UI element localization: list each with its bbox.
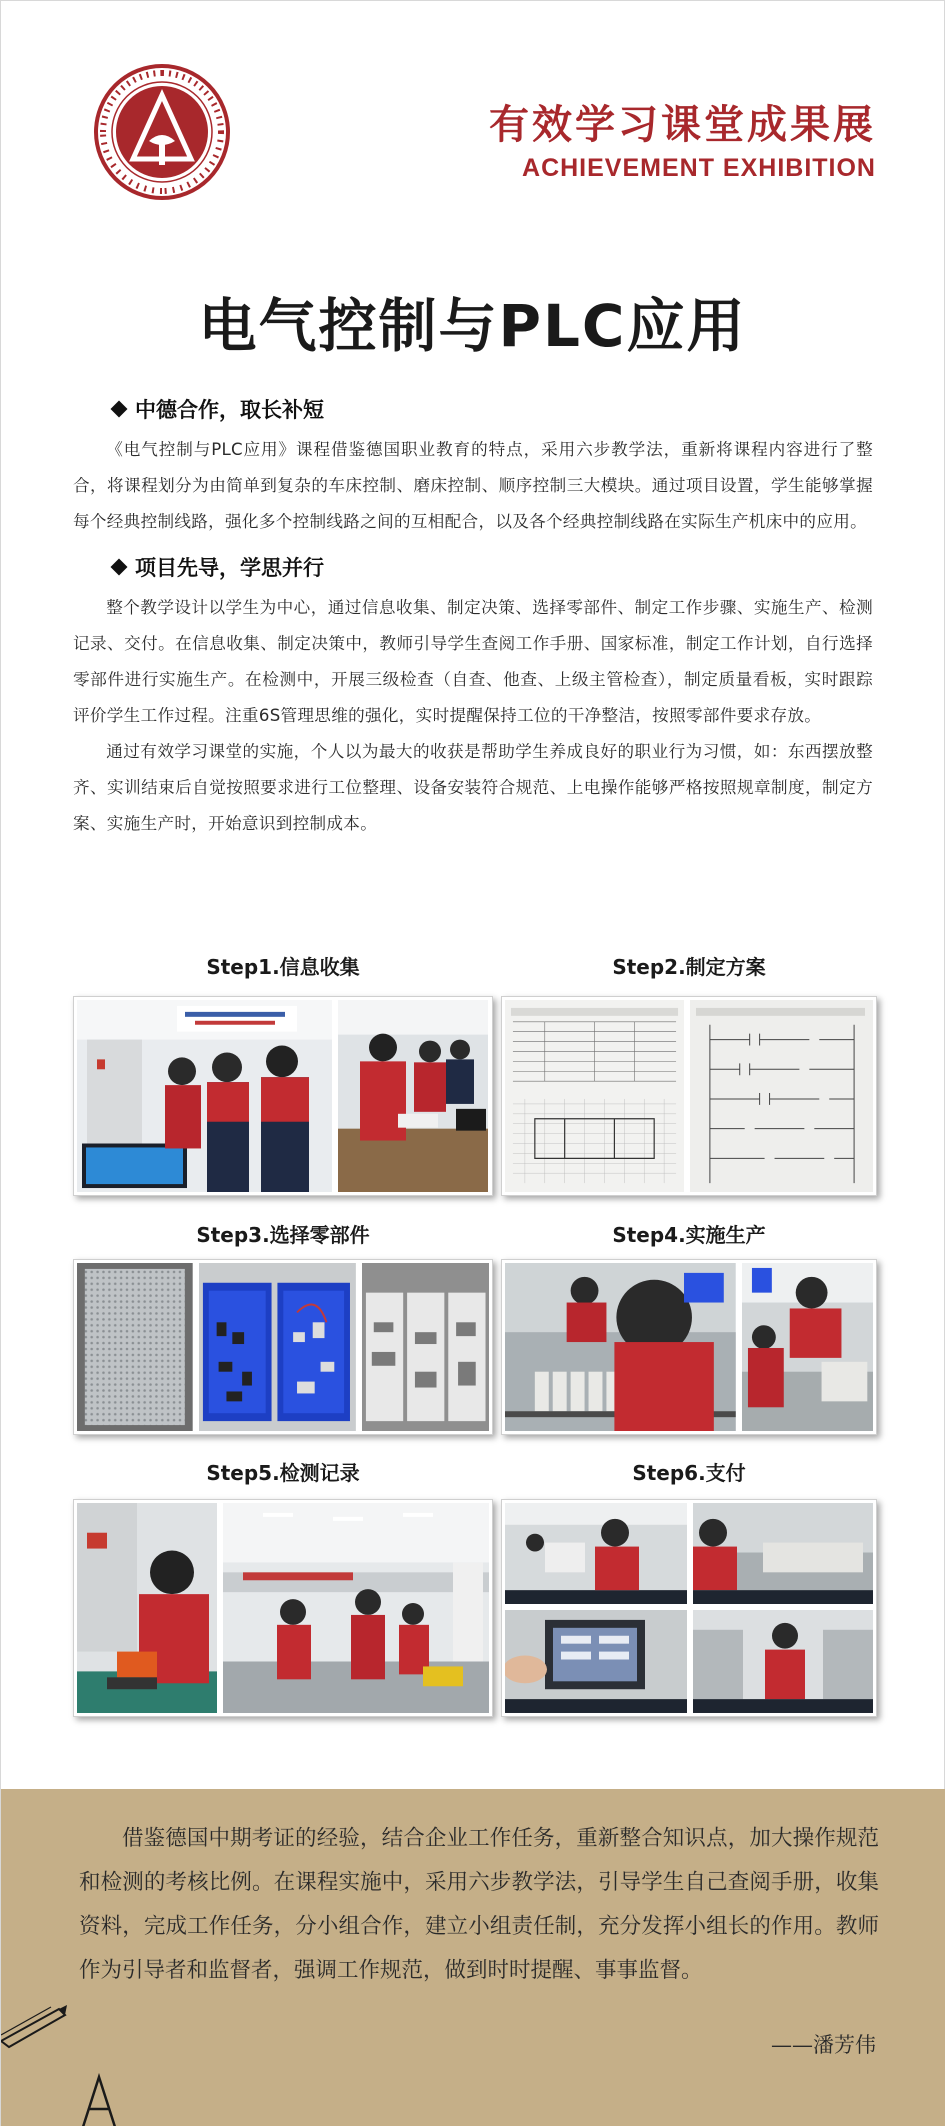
photo-wiring-plan-sheet: [505, 1000, 684, 1192]
section-paragraph: 整个教学设计以学生为中心，通过信息收集、制定决策、选择零部件、制定工作步骤、实施生产、检测记录、交付。在信息收集、制定决策中，教师引导学生查阅工作手册、国家标准，制定工作计划，自行选择零部件进行实施生产。在检测中，开展三级检查（自查、他查、上级主管检查），制定质量看板，实时跟踪评价学生工作过程。注重6S管理思维的强化，实时提醒保持工位的干净整洁，按照零部件要求存放。: [73, 598, 873, 725]
photo-touch-panel: [505, 1610, 687, 1713]
step-title-4: Step4.实施生产: [612, 1223, 766, 1247]
step6-photos: [501, 1499, 877, 1717]
step5-photos: [73, 1499, 493, 1717]
pen-icon: [1, 2001, 71, 2051]
footer-signature: ——潘芳伟: [771, 2033, 876, 2057]
section-heading-text: 中德合作，取长补短: [135, 398, 324, 422]
letter-a-icon: [79, 2073, 119, 2126]
photo-white-parts-trays: [362, 1263, 489, 1431]
photo-mesh-panel: [77, 1263, 193, 1431]
college-logo: [93, 63, 231, 201]
photo-ladder-diagram-sheet: [690, 1000, 873, 1192]
photo-students-at-desks: [338, 1000, 488, 1192]
diamond-bullet-icon: [111, 401, 128, 418]
photo-students-at-console: [77, 1000, 332, 1192]
section-paragraph: 通过有效学习课堂的实施，个人以为最大的收获是帮助学生养成良好的职业行为习惯，如：东西摆放整齐、实训结束后自觉按照要求进行工位整理、设备安装符合规范、上电操作能够严格按照规章制度，制定方案、实施生产时，开始意识到控制成本。: [73, 742, 873, 833]
step-title-5: Step5.检测记录: [206, 1461, 360, 1485]
header-title-en: ACHIEVEMENT EXHIBITION: [522, 154, 876, 182]
step-title-2: Step2.制定方案: [612, 955, 766, 979]
photo-student-measuring: [77, 1503, 217, 1713]
footer-summary: 借鉴德国中期考证的经验，结合企业工作任务，重新整合知识点，加大操作规范和检测的考核比例。在课程实施中，采用六步教学法，引导学生自己查阅手册，收集资料，完成工作任务，分小组合作，建立小组责任制，充分发挥小组长的作用。教师作为引导者和监督者，强调工作规范，做到时时提醒、事事监督。: [79, 1826, 879, 1983]
main-title: 电气控制与PLC应用: [198, 292, 747, 360]
step-title-6: Step6.支付: [632, 1461, 746, 1485]
photo-student-portrait: [693, 1610, 873, 1713]
photo-training-hall: [223, 1503, 489, 1713]
header-titles: [489, 93, 876, 183]
section-paragraph: 《电气控制与PLC应用》课程借鉴德国职业教育的特点，采用六步教学法，重新将课程内容进行了整合，将课程划分为由简单到复杂的车床控制、磨床控制、顺序控制三大模块。通过项目设置，学生能够掌握每个经典控制线路，强化多个控制线路之间的互相配合，以及各个经典控制线路在实际生产机床中的应用。: [73, 440, 873, 531]
step3-photos: [73, 1259, 493, 1435]
photo-student-holding-part: [505, 1503, 687, 1604]
step4-photos: [501, 1259, 877, 1435]
step2-photos: [501, 996, 877, 1196]
step1-photos: [73, 996, 493, 1196]
diamond-bullet-icon: [111, 559, 128, 576]
section-heading-1: [113, 394, 873, 424]
step-title-3: Step3.选择零部件: [196, 1223, 370, 1247]
photo-student-wiring-board: [505, 1263, 736, 1431]
step-title-1: Step1.信息收集: [206, 955, 360, 979]
section-heading-2: [113, 552, 873, 582]
header-title-cn: 有效学习课堂成果展: [489, 102, 876, 148]
footer-panel: [1, 1789, 945, 2126]
article-body: [73, 394, 873, 842]
photo-student-assembling: [742, 1263, 873, 1431]
photo-blue-parts-trays: [199, 1263, 356, 1431]
photo-student-at-bench: [693, 1503, 873, 1604]
section-heading-text: 项目先导，学思并行: [135, 556, 324, 580]
